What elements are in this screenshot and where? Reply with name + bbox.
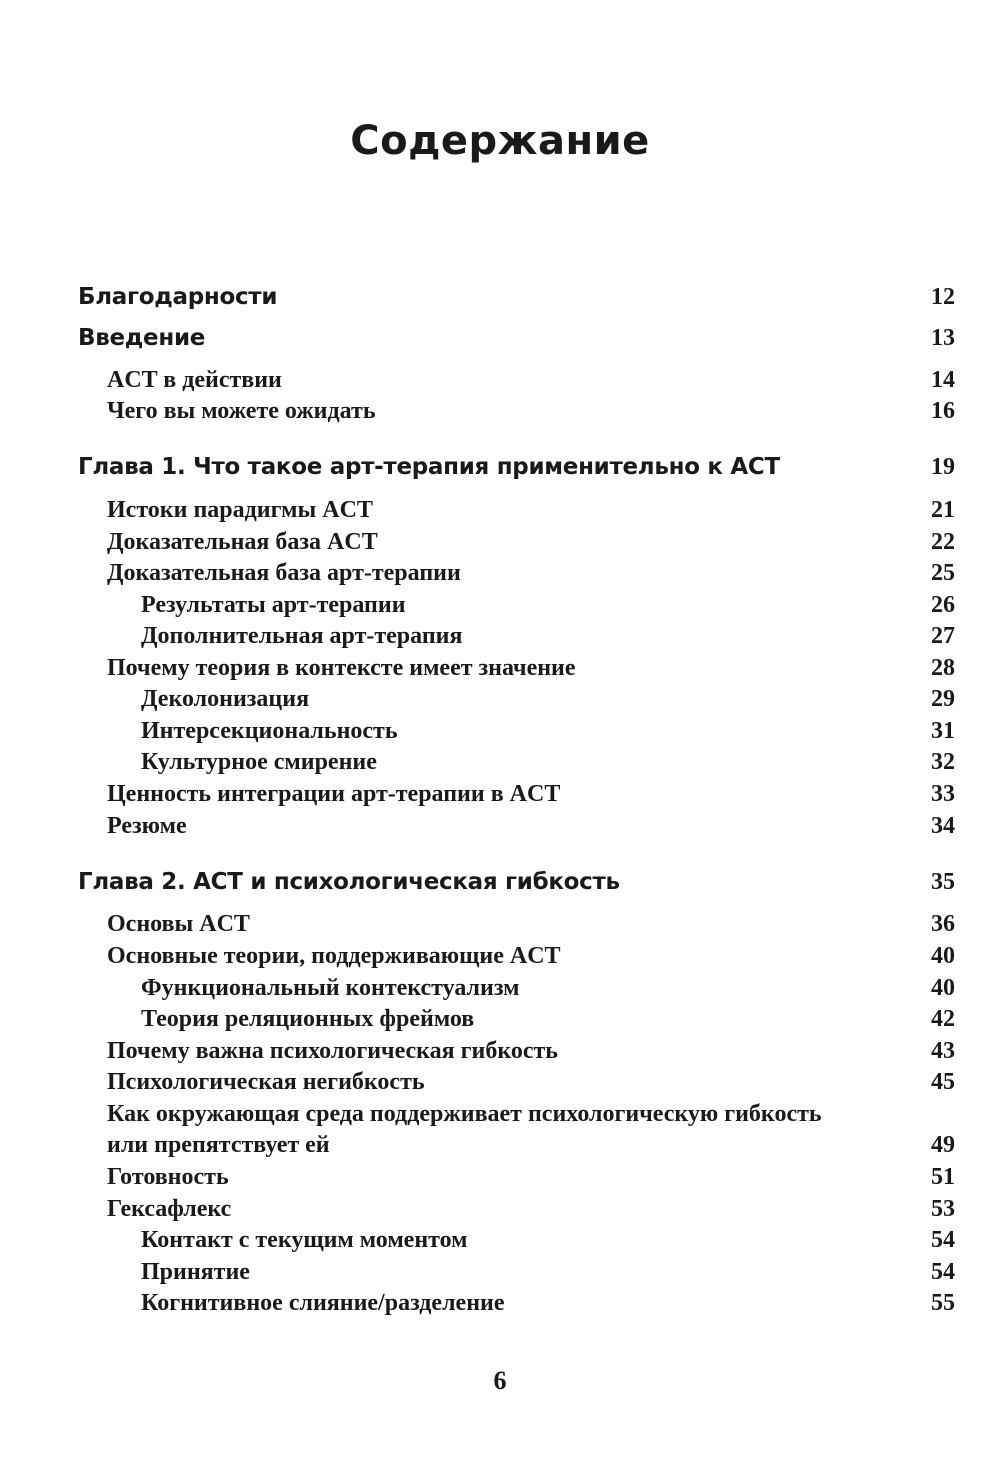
toc-entry-title: Благодарности <box>78 284 278 310</box>
toc-entry <box>0 778 1000 810</box>
toc-entry-title: Принятие <box>141 1259 250 1285</box>
toc-page-number: 54 <box>931 1227 955 1253</box>
toc-entry-title: Теория реляционных фреймов <box>141 1006 475 1032</box>
toc-page-number: 19 <box>931 454 955 480</box>
toc-entry <box>0 322 1000 354</box>
toc-page-number: 43 <box>931 1038 955 1064</box>
toc-page-number: 28 <box>931 655 955 681</box>
toc-entry <box>0 1129 1000 1161</box>
toc-entry-title: Контакт с текущим моментом <box>141 1227 468 1253</box>
toc-entry <box>0 1224 1000 1256</box>
toc-page-number: 54 <box>931 1259 955 1285</box>
toc-page-number: 22 <box>931 529 955 555</box>
toc-entry <box>0 652 1000 684</box>
toc-entry-title: Когнитивное слияние/разделение <box>141 1290 505 1316</box>
toc-entry <box>0 557 1000 589</box>
toc-page-number: 45 <box>931 1069 955 1095</box>
toc-entry <box>0 281 1000 313</box>
toc-page-number: 36 <box>931 911 955 937</box>
toc-page-number: 14 <box>931 367 955 393</box>
toc-page-number: 34 <box>931 813 955 839</box>
toc-entry-title: Как окружающая среда поддерживает психологическую гибкость <box>107 1101 822 1127</box>
toc-entry-title: Ценность интеграции арт-терапии в ACT <box>107 781 561 807</box>
toc-entry-title: Глава 2. ACT и психологическая гибкость <box>78 869 620 895</box>
toc-page-number: 53 <box>931 1196 955 1222</box>
toc-entry-title: Интерсекциональность <box>141 718 398 744</box>
toc-entry-title: Гексафлекс <box>107 1196 232 1222</box>
toc-page-number: 51 <box>931 1164 955 1190</box>
toc-page-number: 25 <box>931 560 955 586</box>
toc-entry <box>0 972 1000 1004</box>
toc-entry-title: Введение <box>78 325 206 351</box>
toc-entry-title: Психологическая негибкость <box>107 1069 425 1095</box>
toc-page-number: 27 <box>931 623 955 649</box>
toc-entry <box>0 620 1000 652</box>
toc-entry <box>0 1287 1000 1319</box>
toc-entry-title: Глава 1. Что такое арт-терапия применительно к ACT <box>78 454 780 480</box>
toc-entry <box>0 1098 1000 1130</box>
toc-entry <box>0 1003 1000 1035</box>
toc-page-number: 12 <box>931 284 955 310</box>
toc-entry <box>0 526 1000 558</box>
toc-entry-title: Готовность <box>107 1164 229 1190</box>
toc-entry <box>0 908 1000 940</box>
toc-page-number: 49 <box>931 1132 955 1158</box>
toc-entry-title: Чего вы можете ожидать <box>107 398 376 424</box>
toc-entry-title: Функциональный контекстуализм <box>141 975 520 1001</box>
toc-entry-title: Резюме <box>107 813 187 839</box>
toc-entry-title: или препятствует ей <box>107 1132 330 1158</box>
toc-page-number: 42 <box>931 1006 955 1032</box>
toc-entry <box>0 1035 1000 1067</box>
toc-entry-title: ACT в действии <box>107 367 282 393</box>
toc-entry <box>0 810 1000 842</box>
toc-entry-title: Основы ACT <box>107 911 250 937</box>
toc-entry-title: Результаты арт-терапии <box>141 592 406 618</box>
toc-entry-title: Основные теории, поддерживающие ACT <box>107 943 561 969</box>
toc-page-number: 16 <box>931 398 955 424</box>
toc-entry <box>0 395 1000 427</box>
toc-page-number: 40 <box>931 975 955 1001</box>
toc-entry <box>0 683 1000 715</box>
toc-page-number: 40 <box>931 943 955 969</box>
toc-entry-title: Дополнительная арт-терапия <box>141 623 463 649</box>
toc-entry-title: Культурное смирение <box>141 749 377 775</box>
toc-entry <box>0 1256 1000 1288</box>
toc-entry-title: Доказательная база ACT <box>107 529 378 555</box>
toc-entry <box>0 866 1000 898</box>
toc-entry-title: Почему теория в контексте имеет значение <box>107 655 576 681</box>
toc-entry <box>0 940 1000 972</box>
toc-page-number: 13 <box>931 325 955 351</box>
toc-entry <box>0 715 1000 747</box>
toc-page-number: 31 <box>931 718 955 744</box>
toc-page-number: 29 <box>931 686 955 712</box>
toc-entry <box>0 451 1000 483</box>
toc-entry <box>0 364 1000 396</box>
toc-entry <box>0 1193 1000 1225</box>
toc-page-number: 32 <box>931 749 955 775</box>
toc-entry-title: Доказательная база арт-терапии <box>107 560 461 586</box>
toc-entry <box>0 494 1000 526</box>
page-title: Содержание <box>350 118 650 164</box>
toc-page-number: 21 <box>931 497 955 523</box>
toc-page-number: 55 <box>931 1290 955 1316</box>
toc-entry-title: Деколонизация <box>141 686 310 712</box>
toc-page-number: 26 <box>931 592 955 618</box>
toc-entry <box>0 1161 1000 1193</box>
toc-page-number: 35 <box>931 869 955 895</box>
toc-entry <box>0 1066 1000 1098</box>
toc-entry-title: Почему важна психологическая гибкость <box>107 1038 558 1064</box>
toc-page-number: 33 <box>931 781 955 807</box>
toc-entry-title: Истоки парадигмы ACT <box>107 497 373 523</box>
page-number: 6 <box>493 1366 507 1395</box>
toc-entry <box>0 746 1000 778</box>
toc-entry <box>0 589 1000 621</box>
